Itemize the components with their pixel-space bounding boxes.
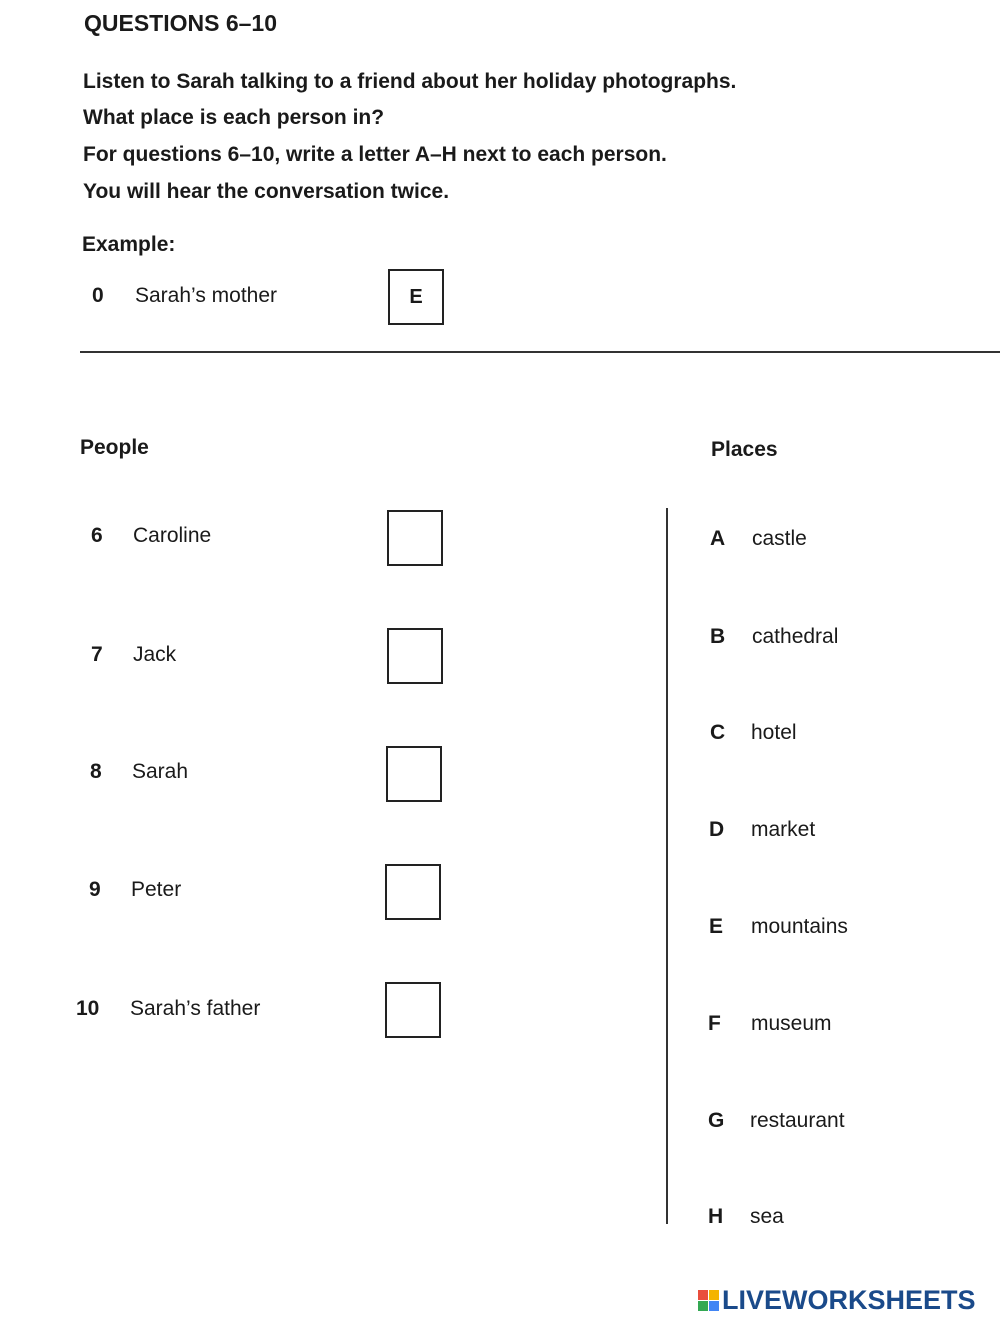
place-letter-f: F [708,1012,721,1035]
person-number-9: 9 [89,878,101,901]
person-number-6: 6 [91,524,103,547]
instruction-line-3: For questions 6–10, write a letter A–H next to each person. [83,143,667,166]
places-heading: Places [711,438,778,461]
place-name-sea: sea [750,1205,784,1228]
answer-box-10[interactable] [385,982,441,1038]
example-person: Sarah’s mother [135,284,278,307]
person-number-8: 8 [90,760,102,783]
person-number-7: 7 [91,643,103,666]
person-name-caroline: Caroline [133,524,212,547]
person-name-sarah: Sarah [132,760,189,783]
example-answer-box: E [388,269,444,325]
person-name-peter: Peter [131,878,182,901]
instruction-line-4: You will hear the conversation twice. [83,180,450,203]
people-heading: People [80,436,149,459]
answer-box-9[interactable] [385,864,441,920]
answer-box-7[interactable] [387,628,443,684]
place-name-castle: castle [752,527,807,550]
person-name-sarahs-father: Sarah’s father [130,997,261,1020]
example-number: 0 [92,284,104,307]
place-letter-e: E [709,915,724,938]
place-letter-a: A [710,527,726,550]
column-divider [666,508,668,1224]
instruction-line-2: What place is each person in? [83,106,385,129]
logo-square-yellow [709,1290,719,1300]
place-letter-c: C [710,721,726,744]
logo-square-red [698,1290,708,1300]
place-letter-h: H [708,1205,724,1228]
place-name-market: market [751,818,816,841]
answer-box-6[interactable] [387,510,443,566]
logo-text: LIVEWORKSHEETS [722,1284,976,1315]
place-name-museum: museum [751,1012,832,1035]
place-name-hotel: hotel [751,721,797,744]
place-name-mountains: mountains [751,915,848,938]
person-number-10: 10 [76,997,100,1020]
place-letter-b: B [710,625,726,648]
section-divider [80,351,1000,353]
logo-icon [698,1290,719,1311]
instruction-line-1: Listen to Sarah talking to a friend about her holiday photographs. [83,70,737,93]
place-letter-d: D [709,818,725,841]
person-name-jack: Jack [133,643,177,666]
place-name-restaurant: restaurant [750,1109,845,1132]
logo-square-green [698,1301,708,1311]
liveworksheets-logo [698,1285,976,1315]
place-letter-g: G [708,1109,725,1132]
example-label: Example: [82,233,176,256]
place-name-cathedral: cathedral [752,625,839,648]
page-title: QUESTIONS 6–10 [84,10,278,36]
answer-box-8[interactable] [386,746,442,802]
logo-square-blue [709,1301,719,1311]
